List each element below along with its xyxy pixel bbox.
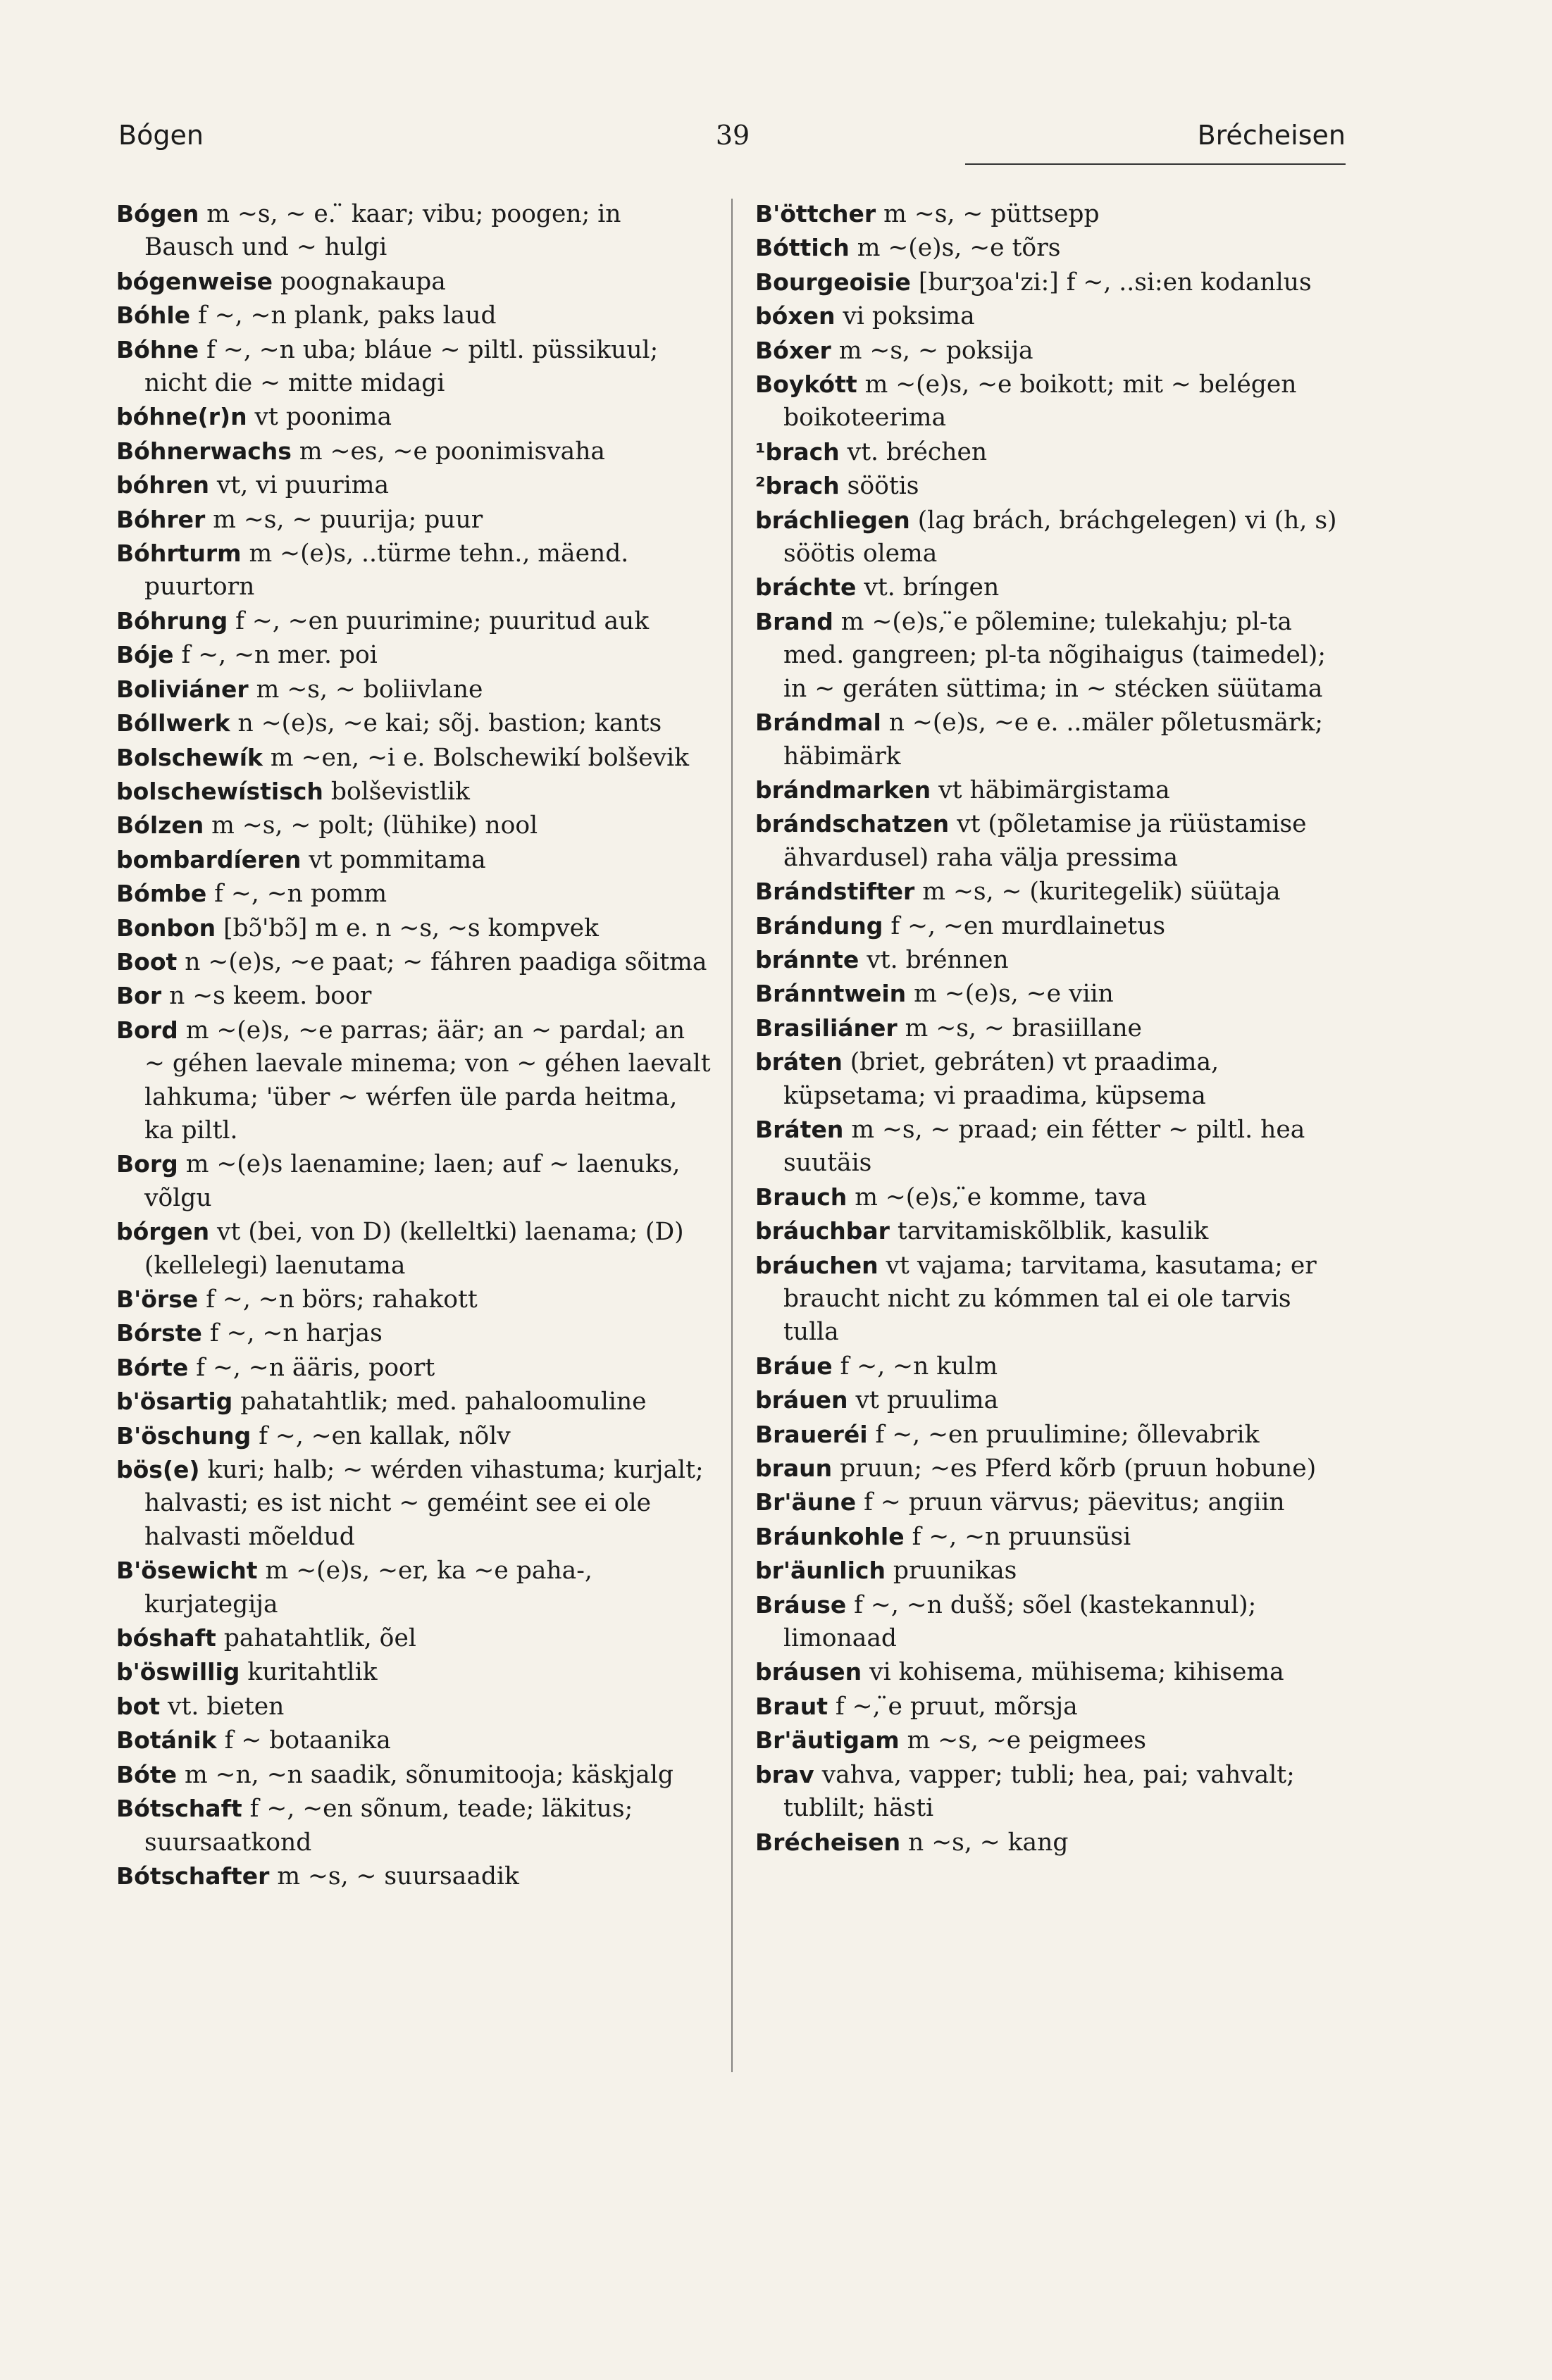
headword: bombardíeren [116,845,302,873]
headword: B'öttcher [755,200,876,228]
entry-definition: m ~s, ~ polt; (lühike) nool [204,811,538,840]
headword: Bóxer [755,336,831,364]
dictionary-entry [116,265,712,299]
dictionary-entry [755,909,1351,943]
headword: Bóhle [116,301,191,330]
dictionary-entry [755,1214,1351,1248]
entry-definition: f ~, ~n dušš; sõel (kastekannul); limonaad [783,1590,1257,1653]
entry-definition: m ~n, ~n saadik, sõnumitooja; käskjalg [176,1760,673,1789]
entry-definition: f ~, ~en kallak, nõlv [251,1421,511,1450]
entry-definition: f ~, ~n pomm [206,880,387,909]
headword: Bóje [116,641,174,669]
headword: Bord [116,1016,178,1044]
dictionary-entry [755,807,1351,875]
dictionary-entry [116,1147,712,1215]
entry-definition: f ~, ~n pruunsüsi [904,1522,1131,1551]
headword: Bráuse [755,1590,847,1619]
entry-definition: m ~(e)s, ̈e komme, tava [847,1183,1148,1211]
entry-definition: m ~(e)s, ..türme tehn., mäend. puurtorn [144,540,629,602]
headword: bráusen [755,1658,862,1686]
dictionary-entry [755,1485,1351,1519]
entry-definition: f ~, ~en murdlainetus [883,911,1166,940]
dictionary-entry [755,1724,1351,1757]
entry-definition: vt häbimärgistama [931,775,1170,804]
dictionary-entry [116,809,712,842]
entry-definition: m ~(e)s, ~e parras; äär; an ~ pardal; an ~ géhen laevale minema; von ~ géhen laevalt lahkuma; 'über ~ wérfen üle parda heitma, ka piltl. [144,1016,711,1145]
dictionary-entry [116,979,712,1013]
dictionary-entry [755,1113,1351,1180]
dictionary-entry [116,638,712,672]
headword: bóshaft [116,1624,216,1652]
headword: Bóhrer [116,505,206,533]
dictionary-entry [116,1690,712,1724]
dictionary-entry [755,1452,1351,1485]
right-column [755,197,1351,1859]
entry-definition: kuri; halb; ~ wérden vihastuma; kurjalt; halvasti; es ist nicht ~ geméint see ei ole halvasti mõeldud [144,1456,704,1551]
dictionary-entry [755,1180,1351,1214]
dictionary-entry [116,775,712,809]
dictionary-entry [755,1758,1351,1826]
header-right-guide-word: Brécheisen [1197,120,1346,151]
dictionary-entry [755,368,1351,435]
entry-definition: f ~, ~en pruulimine; õllevabrik [867,1420,1260,1449]
dictionary-entry [116,1419,712,1453]
headword: B'ösewicht [116,1557,258,1585]
entry-definition: (lag brách, bráchgelegen) vi (h, s) söötis olema [783,506,1337,568]
headword: bráuchen [755,1251,879,1279]
dictionary-entry [755,435,1351,469]
headword: Brasiliáner [755,1014,898,1042]
dictionary-entry [755,1045,1351,1113]
headword: Bourgeoisie [755,268,911,296]
entry-definition: m ~(e)s laenamine; laen; auf ~ laenuks, võlgu [144,1150,681,1212]
entry-definition: f ~, ~n börs; rahakott [198,1285,478,1314]
dictionary-entry [116,1385,712,1419]
headword: Brándmal [755,709,881,737]
dictionary-entry [116,1758,712,1792]
headword: Bóhrturm [116,540,242,568]
entry-definition: f ~ pruun värvus; päevitus; angiin [856,1488,1285,1517]
dictionary-entry [755,943,1351,977]
entry-definition: vt poonima [247,403,392,432]
dictionary-entry [116,1655,712,1689]
dictionary-entry [116,1316,712,1350]
entry-definition: n ~(e)s, ~e kai; sõj. bastion; kants [230,709,662,738]
entry-definition: m ~en, ~i e. Bolschewikí bolševik [262,743,690,772]
dictionary-entry [755,1588,1351,1656]
headword: Br'äune [755,1488,857,1516]
headword: Bráue [755,1352,833,1380]
headword: Boliviáner [116,675,249,703]
headword: Bólzen [116,811,204,840]
dictionary-entry [116,604,712,638]
entry-definition: m ~s, ~ poksija [831,336,1033,365]
dictionary-entry [755,1554,1351,1588]
headword: bóhren [116,471,209,499]
headword: Brándung [755,911,883,940]
headword: Brand [755,607,833,635]
headword: Bonbon [116,914,216,942]
entry-definition: söötis [839,472,919,501]
headword: Braueréi [755,1420,868,1448]
dictionary-entry [116,1351,712,1385]
entry-definition: vt. bríngen [856,573,1000,602]
entry-definition: m ~(e)s, ~er, ka ~e paha-, kurjategija [144,1557,592,1619]
left-column [116,197,712,1893]
dictionary-entry [116,911,712,945]
entry-definition: pruunikas [885,1557,1017,1585]
entry-definition: vt. bieten [160,1692,285,1721]
dictionary-entry [116,1792,712,1859]
headword: Botánik [116,1726,217,1755]
headword: bráchte [755,573,857,602]
dictionary-entry [755,504,1351,571]
header-left-guide-word: Bógen [118,120,204,151]
dictionary-entry [755,1350,1351,1383]
headword: bráuchbar [755,1217,890,1245]
entry-definition: vi kohisema, mühisema; kihisema [862,1658,1284,1687]
entry-definition: vt vajama; tarvitama, kasutama; er braucht nicht zu kómmen tal ei ole tarvis tulla [783,1251,1317,1347]
headword: ²brach [755,472,840,500]
entry-definition: [bɔ̃'bɔ̃] m e. n ~s, ~s kompvek [216,914,599,942]
headword: ¹brach [755,437,840,466]
entry-definition: m ~es, ~e poonimisvaha [291,437,606,466]
entry-definition: n ~s, ~ kang [900,1828,1069,1857]
entry-definition: poognakaupa [273,267,446,296]
dictionary-entry [755,1249,1351,1350]
headword: Bor [116,982,162,1010]
headword: b'öswillig [116,1658,240,1686]
dictionary-entry [116,1554,712,1621]
entry-definition: f ~, ~n plank, paks laud [190,301,497,330]
dictionary-entry [755,875,1351,909]
dictionary-entry [116,1453,712,1554]
headword: bórgen [116,1218,210,1246]
entry-definition: (briet, gebráten) vt praadima, küpsetama; vi praadima, küpsema [783,1048,1219,1110]
dictionary-entry [116,197,712,265]
headword: br'äunlich [755,1557,886,1585]
entry-definition: n ~(e)s, ~e paat; ~ fáhren paadiga sõitma [177,947,707,976]
headword: brav [755,1760,814,1788]
headword: Boykótt [755,370,857,399]
entry-definition: [burʒoa'zi:] f ~, ..si:en kodanlus [910,268,1312,297]
dictionary-entry [755,299,1351,333]
entry-definition: kuritahtlik [240,1658,378,1687]
headword: Braut [755,1692,828,1720]
entry-definition: bolševistlik [323,777,470,806]
entry-definition: m ~s, ~ e. ̈ kaar; vibu; poogen; in Bausch und ~ hulgi [144,200,621,262]
entry-definition: vt. bréchen [839,437,988,466]
headword: Brándstifter [755,878,915,906]
headword: Boot [116,947,178,976]
headword: Bóhrung [116,606,228,635]
dictionary-entry [116,400,712,434]
dictionary-entry [116,706,712,740]
headword: Bóhnerwachs [116,437,292,465]
headword: Bórste [116,1319,202,1347]
entry-definition: pahatahtlik, õel [216,1624,416,1653]
entry-definition: f ~, ~n harjas [201,1319,383,1348]
dictionary-entry [755,1011,1351,1045]
entry-definition: m ~(e)s, ̈e põlemine; tulekahju; pl-ta med. gangreen; pl-ta nõgihaigus (taimedel); in ~ geráten süttima; in ~ stécken süütama [783,607,1327,703]
entry-definition: m ~s, ~ püttsepp [876,200,1100,228]
dictionary-entry [116,1014,712,1148]
entry-definition: m ~(e)s, ~e tõrs [849,234,1061,263]
headword: Bóllwerk [116,709,230,737]
dictionary-entry [116,843,712,877]
entry-definition: m ~s, ~ praad; ein fétter ~ piltl. hea suutäis [783,1115,1305,1178]
dictionary-entry [755,706,1351,773]
headword: b'ösartig [116,1388,233,1416]
dictionary-entry [755,469,1351,503]
dictionary-entry [755,1418,1351,1452]
headword: Bráten [755,1115,844,1143]
entry-definition: vahva, vapper; tubli; hea, pai; vahvalt; tublilt; hästi [783,1760,1295,1823]
headword: Bórte [116,1353,189,1381]
headword: Bráunkohle [755,1522,905,1550]
dictionary-entry [755,231,1351,265]
headword: Bolschewík [116,743,263,771]
dictionary-entry [116,537,712,604]
headword: Bótschafter [116,1862,270,1890]
dictionary-entry [755,1520,1351,1554]
entry-definition: n ~s keem. boor [161,982,372,1011]
entry-definition: f ~, ~n kulm [832,1352,998,1381]
dictionary-entry [116,503,712,537]
dictionary-entry [755,266,1351,299]
dictionary-entry [755,334,1351,368]
headword: bráchliegen [755,506,910,534]
headword: braun [755,1454,833,1483]
entry-definition: m ~s, ~ brasiillane [897,1014,1142,1042]
headword: bolschewístisch [116,777,323,805]
entry-definition: m ~(e)s, ~e boikott; mit ~ belégen boikoteerima [783,370,1297,432]
dictionary-entry [755,1383,1351,1417]
dictionary-entry [755,571,1351,604]
entry-definition: vi poksima [835,302,975,331]
headword: Borg [116,1150,178,1178]
dictionary-entry [755,197,1351,231]
entry-definition: m ~s, ~ boliivlane [248,675,483,704]
entry-definition: vt pruulima [848,1386,999,1415]
dictionary-entry [755,605,1351,706]
dictionary-entry [116,435,712,468]
dictionary-entry [116,333,712,401]
dictionary-entry [116,877,712,911]
headword: Bóte [116,1760,177,1788]
entry-definition: n ~(e)s, ~e e. ..mäler põletusmärk; häbimärk [783,709,1323,771]
headword: brándschatzen [755,810,950,838]
header-rule [965,163,1346,165]
headword: Bómbe [116,880,207,908]
entry-definition: vt (põletamise ja rüüstamise ähvardusel) raha välja pressima [783,810,1307,872]
dictionary-entry [755,1690,1351,1724]
dictionary-entry [755,773,1351,807]
headword: Bóhne [116,335,199,363]
headword: Brécheisen [755,1828,901,1856]
entry-definition: vt. brénnen [859,945,1009,974]
entry-definition: f ~, ̈e pruut, mõrsja [827,1692,1078,1721]
headword: bös(e) [116,1456,200,1484]
headword: B'örse [116,1285,199,1313]
entry-definition: f ~, ~en sõnum, teade; läkitus; suursaatkond [144,1795,633,1857]
entry-definition: m ~s, ~ suursaadik [269,1862,519,1890]
headword: Bótschaft [116,1795,242,1823]
headword: bráten [755,1048,843,1076]
entry-definition: tarvitamiskõlblik, kasulik [889,1217,1209,1246]
entry-definition: f ~, ~n mer. poi [173,641,378,670]
headword: bóhne(r)n [116,403,247,431]
entry-definition: m ~(e)s, ~e viin [906,980,1114,1009]
headword: bóxen [755,302,836,330]
headword: brándmarken [755,775,931,804]
dictionary-entry [755,1655,1351,1689]
running-header [113,113,1353,162]
page-number: 39 [715,120,750,151]
entry-definition: f ~, ~en puurimine; puuritud auk [228,606,650,635]
dictionary-entry [116,1215,712,1283]
entry-definition: vt, vi puurima [209,471,390,500]
dictionary-entry [116,1283,712,1316]
entry-definition: pahatahtlik; med. pahaloomuline [232,1388,647,1416]
dictionary-entry [116,945,712,979]
headword: bránnte [755,945,859,973]
entry-definition: vt pommitama [301,845,486,874]
entry-definition: m ~s, ~ (kuritegelik) süütaja [914,878,1281,906]
dictionary-entry [116,1724,712,1757]
entry-definition: m ~s, ~ puurija; puur [205,505,483,534]
dictionary-entry [755,1826,1351,1859]
dictionary-entry [116,1859,712,1893]
entry-definition: f ~, ~n uba; bláue ~ piltl. püssikuul; nicht die ~ mitte midagi [144,335,659,398]
dictionary-entry [116,673,712,706]
headword: bógenweise [116,267,273,295]
headword: bráuen [755,1386,848,1414]
dictionary-entry [755,977,1351,1011]
dictionary-entry [116,741,712,775]
entry-definition: vt (bei, von D) (kelleltki) laenama; (D) (kellelegi) laenutama [144,1218,684,1280]
column-divider [731,199,733,2072]
headword: Bóttich [755,234,850,262]
dictionary-entry [116,1621,712,1655]
headword: B'öschung [116,1421,252,1450]
dictionary-entry [116,468,712,502]
headword: Br'äutigam [755,1726,900,1755]
entry-definition: pruun; ~es Pferd kõrb (pruun hobune) [832,1454,1317,1483]
entry-definition: f ~ botaanika [216,1726,391,1755]
entry-definition: f ~, ~n ääris, poort [188,1353,435,1382]
headword: Bógen [116,200,199,228]
headword: Brauch [755,1183,848,1211]
headword: bot [116,1692,161,1720]
dictionary-entry [116,299,712,332]
headword: Bránntwein [755,980,907,1008]
entry-definition: m ~s, ~e peigmees [899,1726,1147,1755]
